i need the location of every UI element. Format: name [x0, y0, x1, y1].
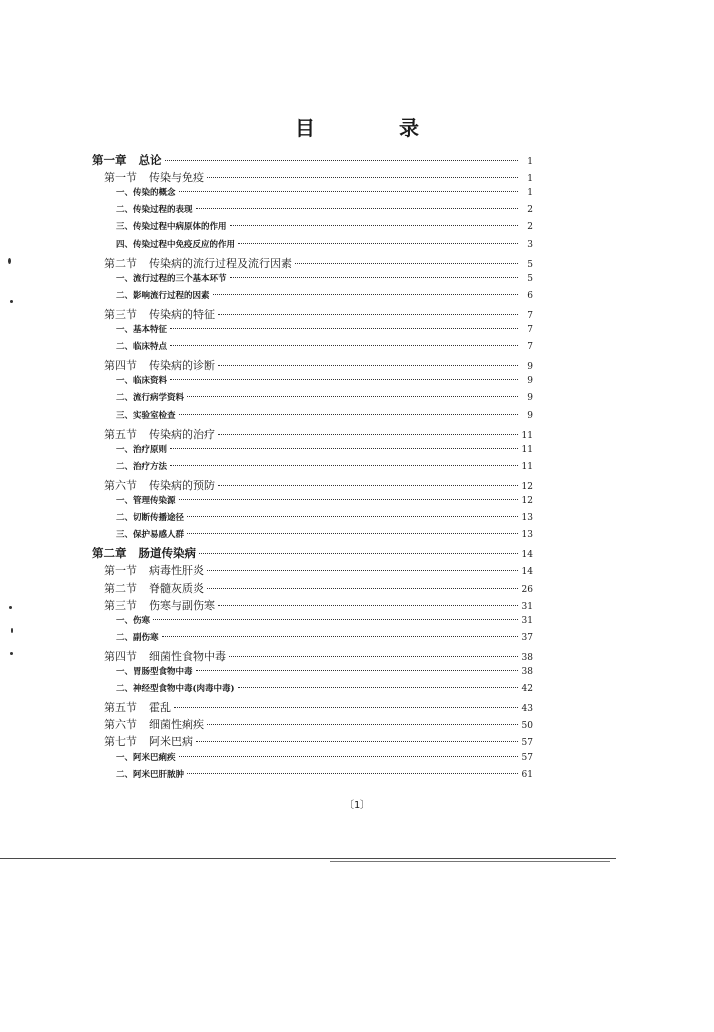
toc-entry-page: 11	[521, 461, 533, 472]
toc-entry-number: 二、	[116, 290, 134, 301]
toc-entry	[104, 580, 533, 596]
toc-entry	[116, 220, 533, 232]
toc-entry-title: 传染病的流行过程及流行因素	[149, 256, 292, 270]
toc-entry-label	[104, 477, 215, 493]
toc-entry	[116, 272, 533, 284]
toc-entry-page: 1	[527, 174, 533, 185]
toc-entry-number: 一、	[116, 188, 134, 199]
toc-entry-title: 传染病的治疗	[149, 427, 215, 441]
toc-entry-page: 43	[521, 704, 533, 715]
toc-entry	[104, 477, 533, 493]
toc-entry	[104, 733, 533, 749]
toc-entry-label	[104, 648, 226, 664]
scan-speck	[11, 628, 13, 633]
toc-entry-page: 1	[527, 188, 533, 199]
toc-entry	[104, 648, 533, 664]
toc-leader-dots	[179, 414, 518, 415]
toc-entry-number: 第三节	[104, 307, 137, 321]
toc-leader-dots	[179, 191, 518, 192]
toc-entry-number: 一、	[116, 273, 134, 284]
toc-entry-label	[116, 374, 167, 386]
toc-entry-number: 三、	[116, 222, 134, 233]
toc-leader-dots	[230, 225, 518, 226]
toc-entry-number: 二、	[116, 632, 134, 643]
toc-entry	[92, 545, 533, 561]
toc-entry-number: 第三节	[104, 598, 137, 612]
toc-entry-number: 第二节	[104, 256, 137, 270]
toc-entry-label	[92, 545, 196, 561]
toc-entry-title: 神经型食物中毒(肉毒中毒)	[133, 684, 235, 695]
toc-leader-dots	[207, 724, 518, 725]
toc-entry-page: 2	[527, 222, 533, 233]
toc-entry-title: 病毒性肝炎	[149, 564, 204, 578]
toc-entry	[116, 443, 533, 455]
toc-entry-number: 四、	[116, 239, 134, 250]
toc-entry	[116, 374, 533, 386]
toc-entry-page: 38	[521, 652, 533, 663]
toc-entry-title: 脊髓灰质炎	[149, 581, 204, 595]
toc-entry	[104, 699, 533, 715]
toc-entry-title: 阿米巴痢疾	[133, 752, 176, 763]
toc-entry-title: 阿米巴病	[149, 735, 193, 749]
toc-entry-title: 流行病学资料	[133, 393, 185, 404]
toc-entry-page: 9	[527, 410, 533, 421]
toc-entry-label	[116, 443, 167, 455]
toc-entry-number: 第六节	[104, 718, 137, 732]
toc-entry-number: 一、	[116, 325, 134, 335]
toc-entry-page: 61	[521, 769, 533, 780]
toc-entry-number: 一、	[116, 752, 134, 763]
toc-entry-label	[104, 306, 215, 322]
scan-speck	[9, 606, 12, 609]
toc-entry-page: 14	[521, 567, 533, 578]
toc-entry-title: 阿米巴肝脓肿	[133, 769, 185, 780]
toc-entry-page: 42	[521, 684, 533, 695]
toc-entry-number: 一、	[116, 615, 134, 626]
toc-entry-label	[104, 169, 204, 185]
footer-rule-secondary	[330, 861, 610, 862]
toc-entry-title: 传染的概念	[133, 188, 176, 199]
toc-entry-label	[116, 289, 210, 301]
toc-leader-dots	[174, 707, 518, 708]
toc-entry-title: 细菌性痢疾	[149, 718, 204, 732]
scan-speck	[8, 258, 11, 264]
toc-entry-page: 3	[527, 239, 533, 250]
toc-entry-page: 9	[527, 362, 533, 373]
toc-entry	[116, 494, 533, 506]
toc-entry-label	[116, 665, 193, 677]
toc-leader-dots	[187, 516, 518, 517]
toc-entry-title: 影响流行过程的因素	[133, 290, 210, 301]
toc-entry-page: 57	[521, 752, 533, 763]
toc-entry	[104, 255, 533, 271]
toc-entry-number: 二、	[116, 393, 134, 404]
page-number: 〔1〕	[343, 800, 371, 811]
toc-entry-label	[116, 186, 176, 198]
toc-entry-label	[116, 460, 167, 472]
toc-entry-title: 传染过程中免疫反应的作用	[133, 239, 236, 250]
toc-entry-label	[104, 597, 215, 613]
toc-leader-dots	[170, 448, 518, 449]
toc-entry-page: 12	[521, 481, 533, 492]
toc-entry-title: 伤寒与副伤寒	[149, 598, 215, 612]
toc-entry-page: 9	[527, 393, 533, 404]
toc-leader-dots	[218, 485, 518, 486]
toc-entry-title: 保护易感人群	[133, 530, 185, 541]
toc-entry-title: 治疗方法	[133, 461, 168, 472]
scan-speck	[10, 300, 13, 303]
toc-entry-page: 38	[521, 667, 533, 677]
toc-entry	[116, 323, 533, 335]
toc-entry-title: 传染与免疫	[149, 171, 204, 185]
toc-entry-page: 37	[521, 632, 533, 643]
toc-entry-page: 2	[527, 205, 533, 216]
toc-entry-title: 细菌性食物中毒	[149, 649, 226, 663]
toc-entry-page: 13	[521, 530, 533, 541]
toc-entry-label	[104, 699, 171, 715]
toc-entry-page: 9	[527, 376, 533, 387]
toc-entry-label	[104, 357, 215, 373]
toc-entry	[116, 631, 533, 643]
toc-entry-number: 三、	[116, 530, 134, 541]
toc-entry-number: 二、	[116, 205, 134, 216]
toc-entry-title: 传染病的特征	[149, 307, 215, 321]
toc-entry-page: 50	[521, 721, 533, 732]
toc-entry-number: 二、	[116, 342, 134, 353]
toc-leader-dots	[187, 773, 518, 774]
toc-entry-title: 伤寒	[133, 615, 151, 626]
toc-entry-label	[104, 426, 215, 442]
toc-entry-label	[116, 682, 235, 694]
toc-entry-page: 5	[527, 273, 533, 284]
toc-leader-dots	[187, 533, 518, 534]
toc-entry-page: 11	[521, 444, 533, 455]
toc-entry-label	[116, 272, 227, 284]
toc-entry-label	[116, 528, 184, 540]
toc-leader-dots	[165, 160, 519, 161]
toc-entry	[104, 306, 533, 322]
toc-entry-number: 一、	[116, 444, 134, 455]
toc-entry-title: 传染病的预防	[149, 478, 215, 492]
toc-entry	[104, 716, 533, 732]
toc-entry-label	[116, 494, 176, 506]
toc-entry-number: 第五节	[104, 427, 137, 441]
toc-entry	[116, 391, 533, 403]
toc-leader-dots	[162, 636, 518, 637]
toc-entry	[116, 203, 533, 215]
toc-leader-dots	[179, 756, 518, 757]
toc-leader-dots	[187, 396, 518, 397]
toc-entry-number: 三、	[116, 410, 134, 421]
toc-leader-dots	[199, 553, 518, 554]
toc-entry-number: 二、	[116, 684, 134, 695]
toc-entry-label	[104, 716, 204, 732]
toc-entry-page: 14	[521, 550, 533, 561]
footer-rule	[0, 858, 616, 859]
toc-entry	[116, 682, 533, 694]
toc-entry-title: 胃肠型食物中毒	[133, 667, 193, 677]
toc-entry-number: 第一节	[104, 564, 137, 578]
toc-entry-page: 57	[521, 738, 533, 749]
toc-entry-label	[104, 733, 193, 749]
toc-entry-title: 霍乱	[149, 701, 171, 715]
toc-entry-number: 一、	[116, 376, 134, 387]
toc-entry-number: 第七节	[104, 735, 137, 749]
toc-leader-dots	[295, 263, 518, 264]
toc-entry-number: 一、	[116, 667, 134, 677]
toc-leader-dots	[218, 605, 518, 606]
toc-entry-page: 13	[521, 513, 533, 524]
toc-leader-dots	[179, 499, 518, 500]
toc-entry-title: 治疗原则	[133, 444, 168, 455]
toc-entry	[104, 426, 533, 442]
toc-entry-page: 7	[527, 325, 533, 335]
toc-entry	[116, 460, 533, 472]
toc-entry-number: 二、	[116, 461, 134, 472]
toc-leader-dots	[170, 345, 518, 346]
toc-entry	[116, 768, 533, 780]
toc-entry	[116, 289, 533, 301]
toc-entry-number: 第六节	[104, 478, 137, 492]
toc-leader-dots	[153, 619, 518, 620]
toc-entry-label	[116, 203, 193, 215]
toc-entry-label	[116, 323, 167, 335]
toc-leader-dots	[218, 365, 518, 366]
toc-entry-title: 传染病的诊断	[149, 359, 215, 373]
toc-leader-dots	[207, 570, 518, 571]
toc-entry	[104, 169, 533, 185]
toc-entry	[116, 238, 533, 250]
toc-entry-page: 11	[521, 430, 533, 441]
toc-leader-dots	[218, 314, 518, 315]
toc-entry-number: 第二章	[92, 546, 127, 561]
toc-entry-number: 第一节	[104, 171, 137, 185]
toc-entry	[104, 357, 533, 373]
toc-leader-dots	[218, 434, 518, 435]
toc-entry-label	[116, 751, 176, 763]
toc-entry-label	[104, 562, 204, 578]
toc-entry-number: 第四节	[104, 649, 137, 663]
toc-entry-number: 二、	[116, 513, 134, 524]
toc-entry-label	[116, 220, 227, 232]
toc-entry-page: 26	[521, 584, 533, 595]
toc-leader-dots	[196, 208, 518, 209]
toc-leader-dots	[230, 277, 518, 278]
toc-entry	[116, 614, 533, 626]
toc-leader-dots	[238, 687, 518, 688]
toc-entry-page: 31	[521, 601, 533, 612]
toc-entry	[116, 511, 533, 523]
toc-leader-dots	[207, 588, 518, 589]
toc-entry-number: 第一章	[92, 153, 127, 167]
toc-entry-title: 临床资料	[133, 376, 168, 387]
toc-entry	[116, 665, 533, 677]
toc-entry-number: 第五节	[104, 701, 137, 715]
toc-leader-dots	[238, 243, 518, 244]
toc-entry-label	[104, 255, 292, 271]
toc-entry-page: 5	[527, 259, 533, 270]
toc-entry-page: 1	[527, 157, 533, 167]
toc-entry	[116, 528, 533, 540]
toc-entry-label	[116, 768, 184, 780]
toc-entry-number: 一、	[116, 496, 134, 506]
toc-leader-dots	[207, 177, 518, 178]
toc-leader-dots	[170, 328, 518, 329]
toc-entry-title: 基本特征	[133, 325, 168, 335]
toc-leader-dots	[170, 465, 518, 466]
page-title: 目 录	[295, 116, 451, 140]
toc-entry	[104, 562, 533, 578]
toc-entry-title: 总论	[138, 153, 162, 167]
toc-entry	[104, 597, 533, 613]
toc-entry	[116, 751, 533, 763]
toc-entry-label	[116, 631, 159, 643]
toc-entry-title: 流行过程的三个基本环节	[133, 273, 227, 284]
toc-leader-dots	[196, 741, 518, 742]
toc-entry-label	[116, 238, 235, 250]
toc-entry-title: 肠道传染病	[138, 546, 196, 561]
toc-entry-label	[116, 340, 167, 352]
toc-entry	[116, 340, 533, 352]
toc-entry-title: 临床特点	[133, 342, 168, 353]
toc-entry-label	[116, 409, 176, 421]
toc-entry-page: 31	[521, 615, 533, 626]
toc-entry-title: 切断传播途径	[133, 513, 185, 524]
scan-speck	[10, 652, 13, 655]
toc-entry-page: 6	[527, 290, 533, 301]
toc-entry-title: 传染过程的表现	[133, 205, 193, 216]
toc-entry-title: 副伤寒	[133, 632, 159, 643]
toc-entry-label	[116, 614, 150, 626]
toc-entry-label	[116, 391, 184, 403]
toc-entry-label	[104, 580, 204, 596]
toc-entry-label	[116, 511, 184, 523]
toc-entry-title: 管理传染源	[133, 496, 176, 506]
toc-leader-dots	[196, 670, 518, 671]
toc-leader-dots	[229, 656, 518, 657]
toc-entry-label	[92, 152, 162, 168]
toc-entry-page: 7	[527, 310, 533, 321]
toc-entry-title: 传染过程中病原体的作用	[133, 222, 227, 233]
toc-entry-number: 第二节	[104, 581, 137, 595]
toc-entry-page: 7	[527, 342, 533, 353]
toc-entry-number: 二、	[116, 769, 134, 780]
toc-entry	[116, 409, 533, 421]
toc-entry	[116, 186, 533, 198]
toc-leader-dots	[170, 379, 518, 380]
toc-entry	[92, 152, 533, 168]
toc-entry-title: 实验室检查	[133, 410, 176, 421]
toc-leader-dots	[213, 294, 518, 295]
toc-entry-page: 12	[521, 496, 533, 506]
toc-entry-number: 第四节	[104, 359, 137, 373]
